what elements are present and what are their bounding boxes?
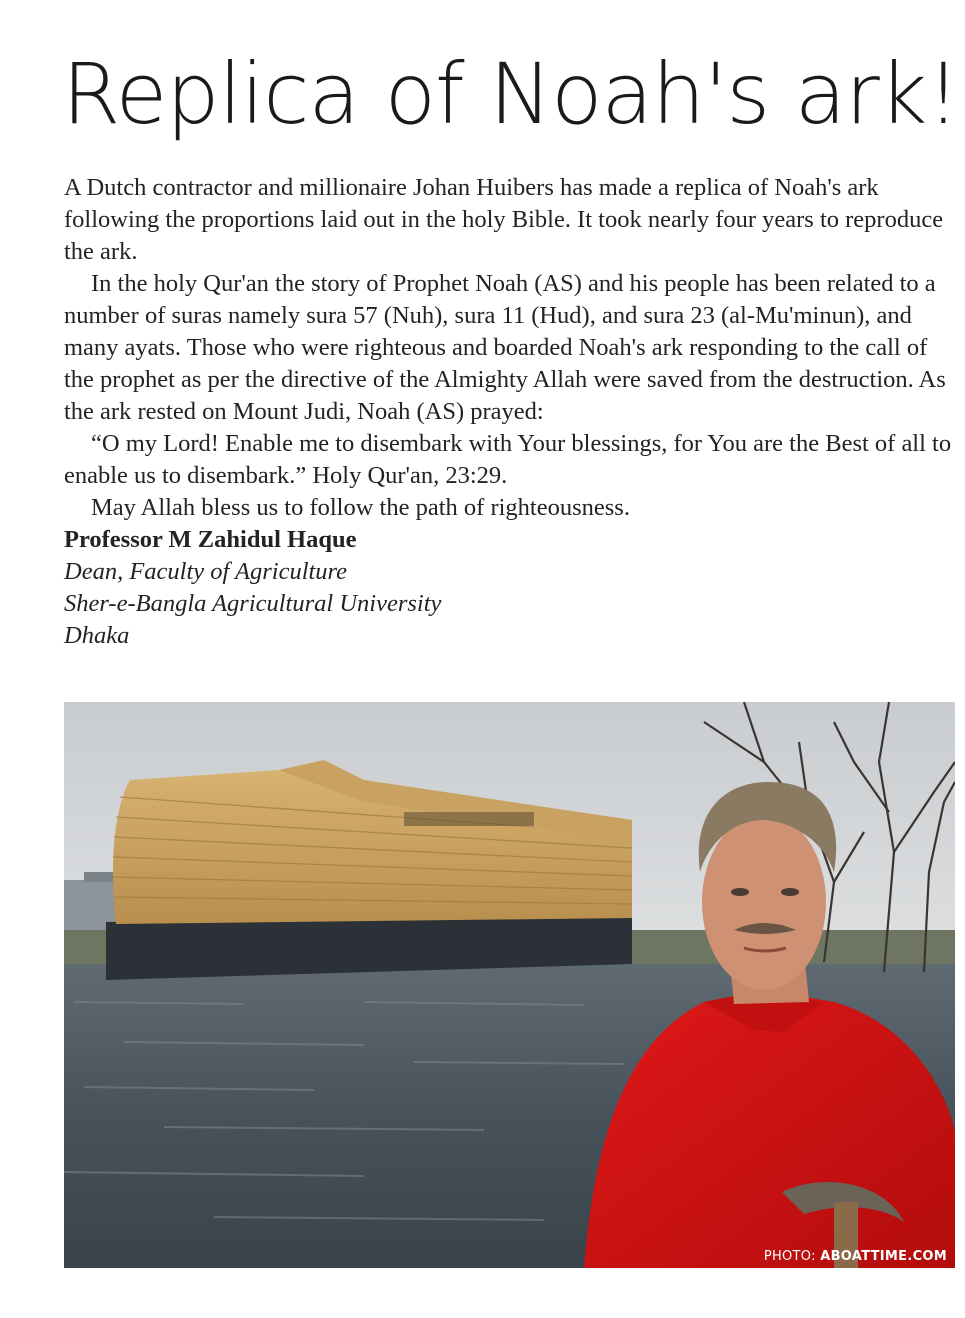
photo-credit-source: ABOATTIME.COM <box>820 1249 947 1264</box>
paragraph-blessing: May Allah bless us to follow the path of righteousness. <box>91 494 630 521</box>
paragraph-quote: “O my Lord! Enable me to disembark with Your blessings, for You are the Best of all to enable us to disembark.” Holy Qur'an, 23:29. <box>64 430 952 489</box>
man-eye-left <box>731 888 749 896</box>
author-name: Professor M Zahidul Haque <box>64 526 357 553</box>
paragraph-intro: A Dutch contractor and millionaire Johan Huibers has made a replica of Noah's ark following the proportions laid out in the holy Bible. It took nearly four years to reproduce the ark. <box>64 174 944 265</box>
author-title: Dean, Faculty of Agriculture <box>64 558 348 585</box>
headline: Replica of Noah's ark! <box>62 45 960 143</box>
ark-photo-illustration <box>64 702 955 1268</box>
ark-photo <box>64 702 955 1268</box>
ark-windows <box>404 812 534 826</box>
man-eye-right <box>781 888 799 896</box>
article-body <box>64 172 954 652</box>
author-institution: Sher-e-Bangla Agricultural University <box>64 590 442 617</box>
paragraph-quran-story: In the holy Qur'an the story of Prophet Noah (AS) and his people has been related to a number of suras namely sura 57 (Nuh), sura 11 (Hud), and sura 23 (al-Mu'minun), and many ayats. Those who were righteous and boarded Noah's ark responding to the call of the prophet as per the directive of the Almighty Allah were saved from the destruction. As the ark rested on Mount Judi, Noah (AS) prayed: <box>64 270 946 425</box>
photo-credit-prefix: PHOTO: <box>763 1249 821 1264</box>
photo-credit <box>764 1249 947 1264</box>
author-city: Dhaka <box>64 622 130 649</box>
man-face <box>702 814 826 990</box>
